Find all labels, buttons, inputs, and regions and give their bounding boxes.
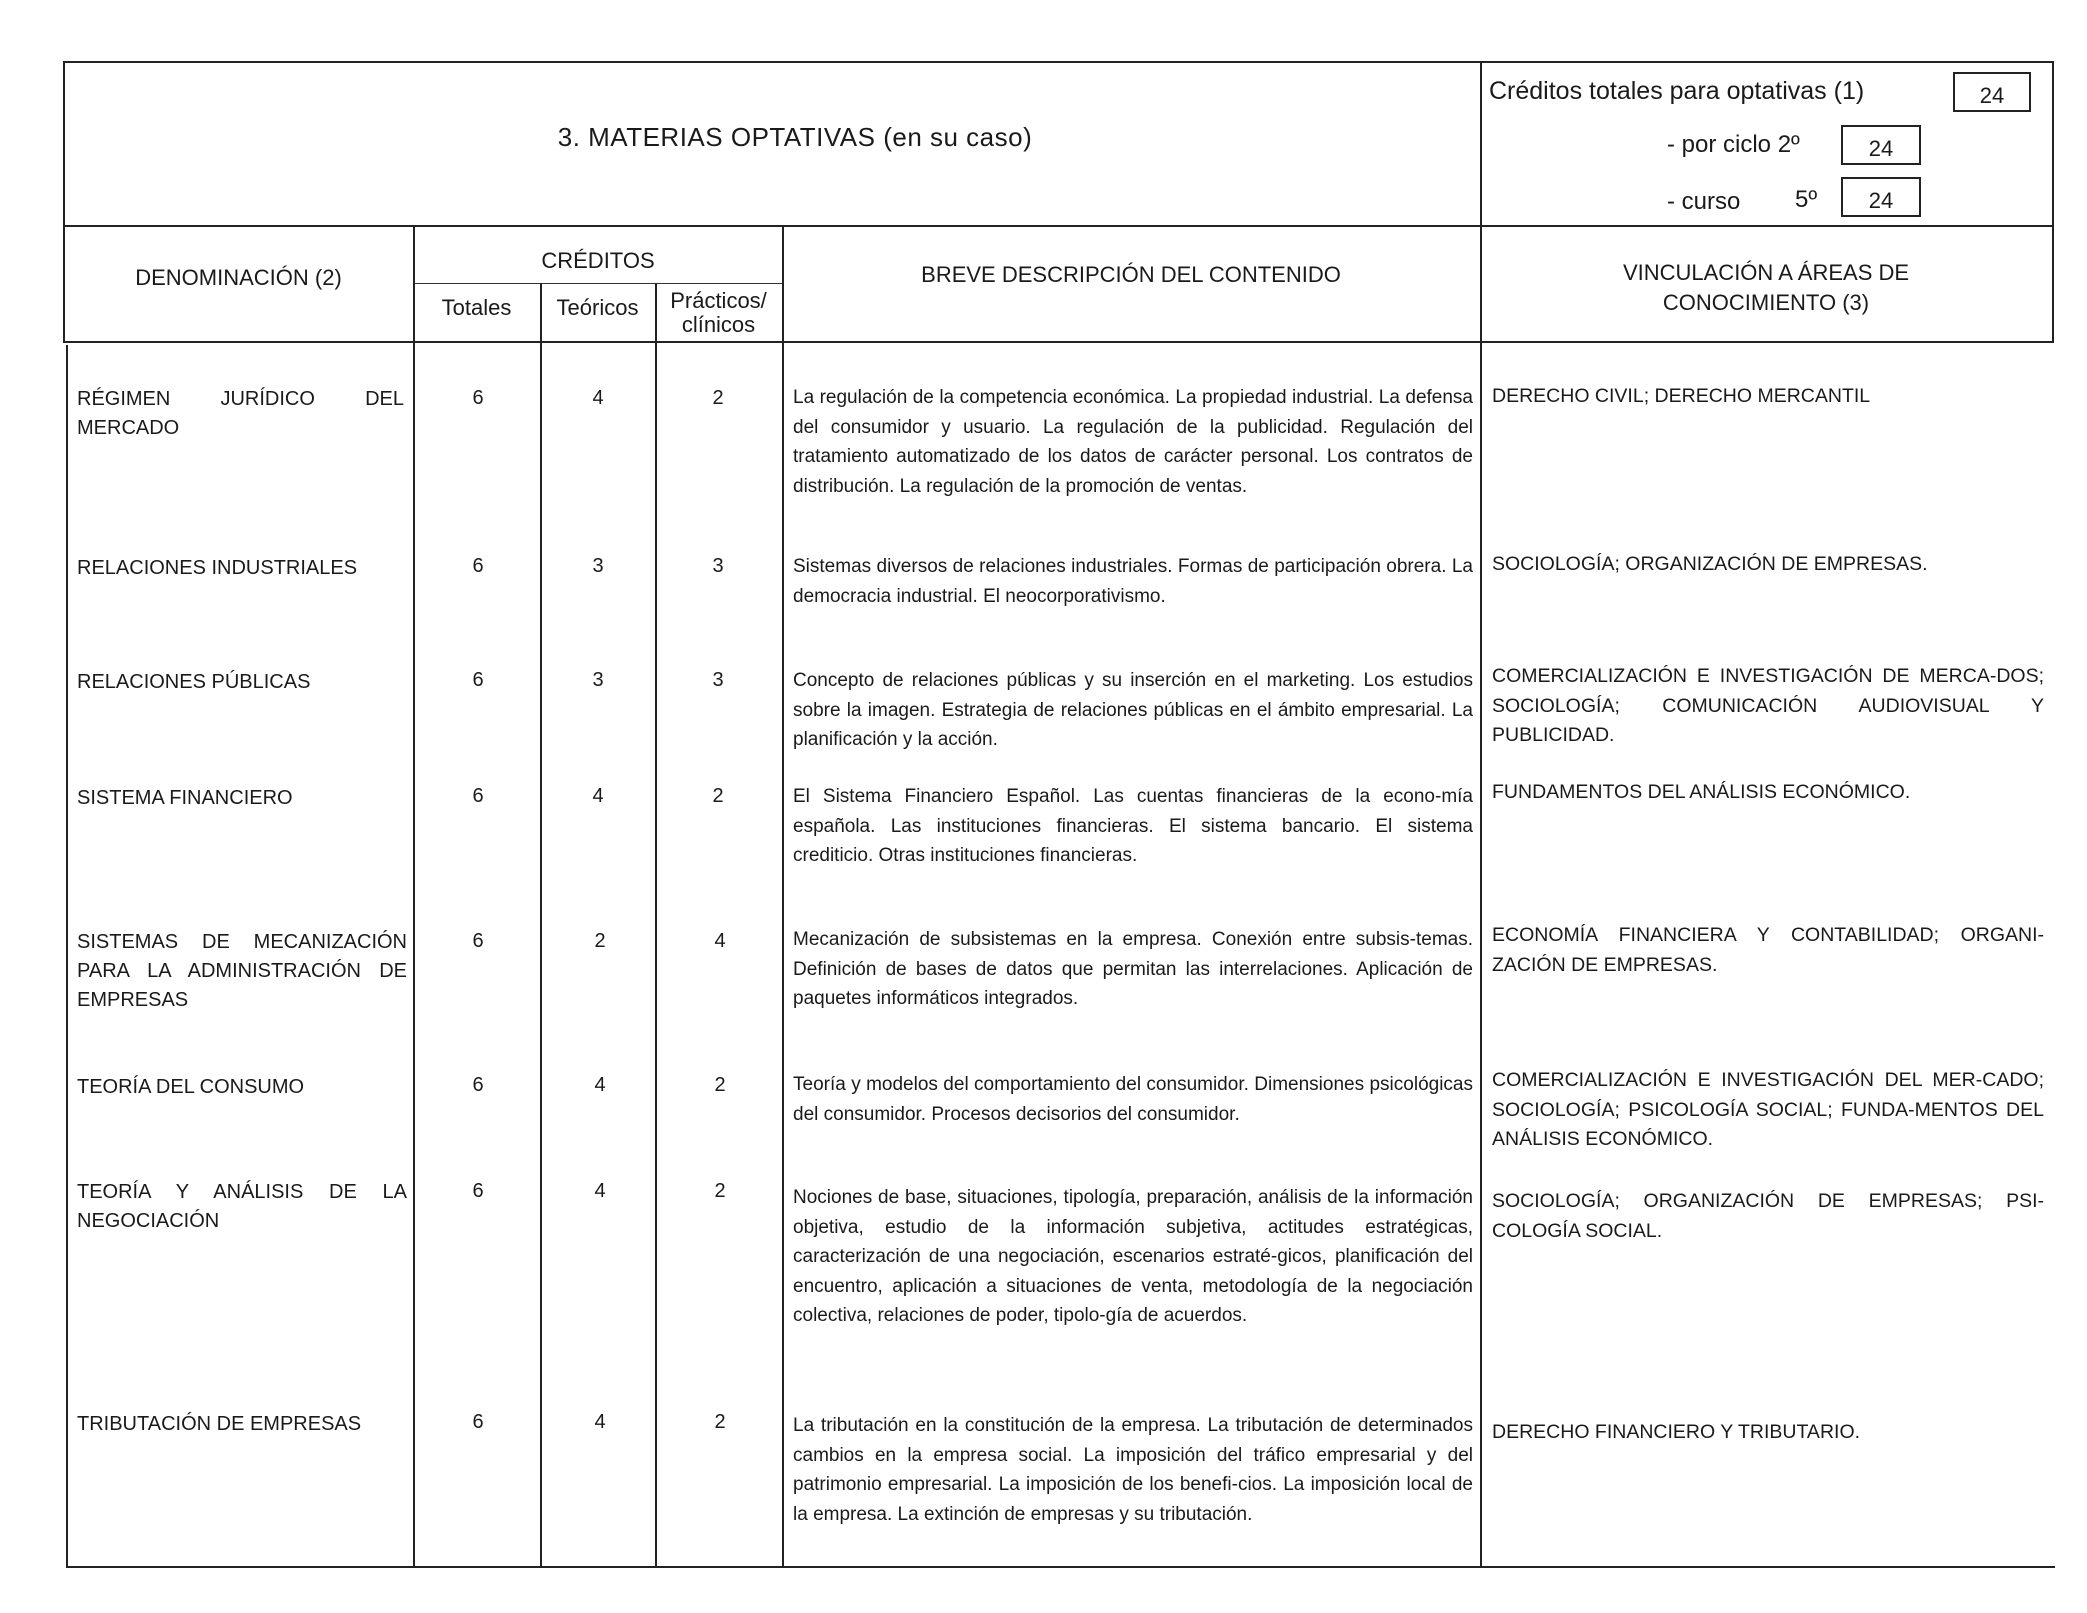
header-teoricos: Teóricos <box>556 295 639 320</box>
header-divider-line <box>63 225 2054 227</box>
header-vinculacion-line2: CONOCIMIENTO (3) <box>1662 290 1870 315</box>
frame-top-line <box>63 61 2054 63</box>
table-row-totales: 6 <box>472 387 484 409</box>
table-row-areas: SOCIOLOGÍA; ORGANIZACIÓN DE EMPRESAS; PSI-COLOGÍA SOCIAL. <box>1492 1190 2044 1242</box>
col-line-practicos <box>655 283 657 1567</box>
curso-credits-box: 24 <box>1841 177 1921 217</box>
header-descripcion: BREVE DESCRIPCIÓN DEL CONTENIDO <box>921 262 1341 287</box>
table-row-description: Sistemas diversos de relaciones industriales. Formas de participación obrera. La democracia industrial. El neocorporativismo. <box>793 556 1473 607</box>
frame-right-line <box>2052 61 2054 342</box>
table-row-name: RELACIONES INDUSTRIALES <box>77 557 358 579</box>
table-row-areas: ECONOMÍA FINANCIERA Y CONTABILIDAD; ORGANI-ZACIÓN DE EMPRESAS. <box>1492 924 2044 976</box>
table-row-totales: 6 <box>472 555 484 577</box>
table-row-areas: DERECHO FINANCIERO Y TRIBUTARIO. <box>1492 1421 1861 1443</box>
table-row-teoricos: 3 <box>592 555 604 577</box>
table-row-areas: COMERCIALIZACIÓN E INVESTIGACIÓN DE MERCA-DOS; SOCIOLOGÍA; COMUNICACIÓN AUDIOVISUAL Y PUBLICIDAD. <box>1492 665 2044 746</box>
column-header-bottom-line <box>63 341 2054 343</box>
table-row-name: TEORÍA Y ANÁLISIS DE LA NEGOCIACIÓN <box>77 1181 407 1232</box>
table-row-practicos: 2 <box>714 1411 726 1433</box>
table-row-totales: 6 <box>472 785 484 807</box>
table-row-description: La regulación de la competencia económica. La propiedad industrial. La defensa del consumidor y usuario. La regulación de la publicidad. Regulación del tratamiento automatizado de los datos de carácter personal. Los contratos de distribución. La regulación de la promoción de ventas. <box>793 387 1473 497</box>
table-row-description: Teoría y modelos del comportamiento del consumidor. Dimensiones psicológicas del consumidor. Procesos decisorios del consumidor. <box>793 1074 1473 1125</box>
table-row-teoricos: 4 <box>594 1411 606 1433</box>
curso-number: 5º <box>1795 186 1818 213</box>
ciclo-credits-box: 24 <box>1841 125 1921 165</box>
table-row-totales: 6 <box>472 1074 484 1096</box>
frame-left-line-body <box>66 345 68 1567</box>
header-practicos-line2: clínicos <box>681 312 756 337</box>
creditos-subheader-line <box>413 283 783 284</box>
table-row-totales: 6 <box>472 930 484 952</box>
table-row-areas: COMERCIALIZACIÓN E INVESTIGACIÓN DEL MER-CADO; SOCIOLOGÍA; PSICOLOGÍA SOCIAL; FUNDA-MENTOS DEL ANÁLISIS ECONÓMICO. <box>1492 1069 2044 1150</box>
table-row-practicos: 2 <box>714 1074 726 1096</box>
header-denominacion: DENOMINACIÓN (2) <box>135 265 342 290</box>
table-row-name: TEORÍA DEL CONSUMO <box>77 1076 305 1098</box>
col-line-totales <box>413 225 415 1567</box>
ciclo-label: - por ciclo 2º <box>1667 131 1800 158</box>
table-row-totales: 6 <box>472 1180 484 1202</box>
table-row-description: Mecanización de subsistemas en la empresa. Conexión entre subsis-temas. Definición de bases de datos que permitan las interrelaciones. Aplicación de paquetes informáticos integrados. <box>793 929 1473 1009</box>
header-practicos-line1: Prácticos/ <box>670 288 767 313</box>
total-credits-label: Créditos totales para optativas (1) <box>1489 77 1865 105</box>
header-totales: Totales <box>441 295 512 320</box>
table-row-name: TRIBUTACIÓN DE EMPRESAS <box>77 1413 362 1435</box>
frame-left-line <box>63 61 65 342</box>
table-row-description: Concepto de relaciones públicas y su inserción en el marketing. Los estudios sobre la imagen. Estrategia de relaciones públicas en el ámbito empresarial. La planificación y la acción. <box>793 670 1473 750</box>
table-row-description: El Sistema Financiero Español. Las cuentas financieras de la econo-mía española. Las instituciones financieras. El sistema bancario. El sistema crediticio. Otras instituciones financieras. <box>793 786 1473 866</box>
table-row-description: La tributación en la constitución de la empresa. La tributación de determinados cambios en la empresa social. La imposición del tráfico empresarial y del patrimonio empresarial. La imposición de los benefi-cios. La imposición local de la empresa. La extinción de empresas y su tributación. <box>793 1415 1473 1525</box>
table-row-teoricos: 2 <box>594 930 606 952</box>
table-row-practicos: 3 <box>712 555 724 577</box>
table-row-teoricos: 4 <box>594 1180 606 1202</box>
table-row-name: RELACIONES PÚBLICAS <box>77 671 311 693</box>
frame-bottom-line <box>66 1566 2055 1568</box>
table-row-areas: DERECHO CIVIL; DERECHO MERCANTIL <box>1492 385 1871 407</box>
table-row-teoricos: 4 <box>592 387 604 409</box>
header-vinculacion <box>1480 258 2052 318</box>
table-row-name: RÉGIMEN JURÍDICO DEL MERCADO <box>77 388 404 439</box>
table-row-areas: SOCIOLOGÍA; ORGANIZACIÓN DE EMPRESAS. <box>1492 553 1928 575</box>
table-row-totales: 6 <box>472 1411 484 1433</box>
table-row-name: SISTEMAS DE MECANIZACIÓN PARA LA ADMINISTRACIÓN DE EMPRESAS <box>77 931 407 1011</box>
header-creditos: CRÉDITOS <box>541 248 655 273</box>
col-line-descripcion <box>782 225 784 1567</box>
table-row-description: Nociones de base, situaciones, tipología, preparación, análisis de la información objetiva, estudio de la información subjetiva, actitudes estratégicas, caracterización de una negociación, escenarios estraté-gicos, planificación del encuentro, aplicación a situaciones de venta, metodología de la negociación colectiva, relaciones de poder, tipolo-gía de acuerdos. <box>793 1187 1473 1326</box>
table-row-totales: 6 <box>472 669 484 691</box>
table-row-teoricos: 3 <box>592 669 604 691</box>
table-row-practicos: 2 <box>714 1180 726 1202</box>
table-row-practicos: 3 <box>712 669 724 691</box>
table-row-practicos: 4 <box>714 930 726 952</box>
header-practicos <box>655 289 782 337</box>
curso-label: - curso <box>1667 188 1741 215</box>
table-row-teoricos: 4 <box>594 1074 606 1096</box>
table-row-practicos: 2 <box>712 387 724 409</box>
section-title: 3. MATERIAS OPTATIVAS (en su caso) <box>557 122 1033 152</box>
col-line-teoricos <box>540 283 542 1567</box>
table-row-teoricos: 4 <box>592 785 604 807</box>
table-row-name: SISTEMA FINANCIERO <box>77 787 293 809</box>
table-row-practicos: 2 <box>712 785 724 807</box>
table-row-areas: FUNDAMENTOS DEL ANÁLISIS ECONÓMICO. <box>1492 781 1911 803</box>
total-credits-box: 24 <box>1953 72 2031 112</box>
header-vinculacion-line1: VINCULACIÓN A ÁREAS DE <box>1622 260 1910 285</box>
